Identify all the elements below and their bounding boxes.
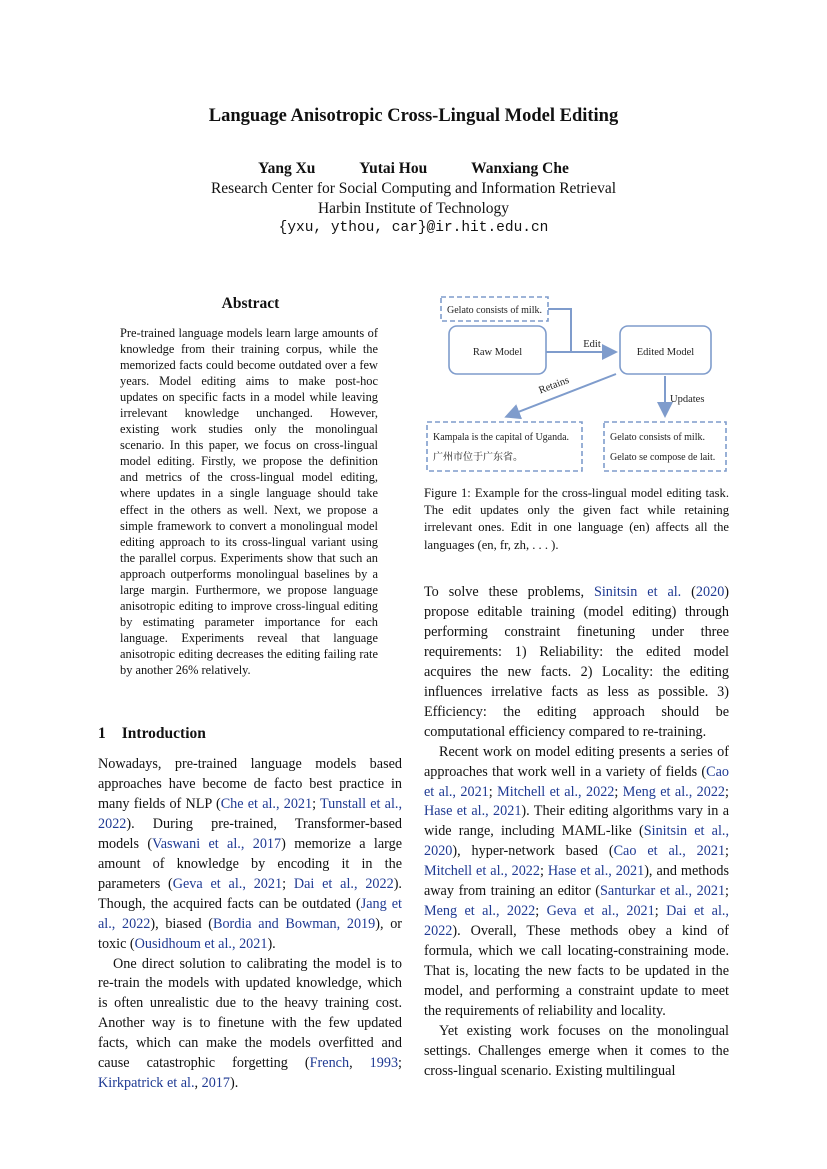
citation-link[interactable]: Mitchell et al., 2022 bbox=[497, 783, 615, 800]
citation-link[interactable]: Bordia and Bowman, 2019 bbox=[212, 915, 376, 932]
paragraph-text: ). bbox=[267, 935, 276, 952]
paragraph-text: ) propose editable training (model editing) through performing constraint finetuning under three requirements: 1) Reliability: the edited model acquires the new facts. 2) Locality: the editing influences irrelative facts as less as possible. 3) Efficiency: the editing approach should be computational efficiency compared to re-training. bbox=[424, 584, 730, 740]
citation-link[interactable]: Meng et al., 2022 bbox=[424, 903, 536, 920]
updated-fact-text: Gelato se compose de lait. bbox=[610, 452, 716, 463]
citation-link[interactable]: Kirkpatrick et al. bbox=[98, 1075, 195, 1092]
citation-link[interactable]: Cao et al., 2021 bbox=[613, 843, 726, 860]
paragraph-text: ). bbox=[229, 1075, 239, 1092]
author-list bbox=[0, 160, 827, 178]
citation-link[interactable]: Geva et al., 2021 bbox=[546, 903, 655, 920]
citation-link[interactable]: Meng et al., 2022 bbox=[622, 783, 726, 800]
updated-facts-box bbox=[604, 422, 726, 471]
paragraph-text: ; bbox=[535, 903, 547, 920]
paragraph-text: ), or toxic ( bbox=[98, 915, 403, 952]
citation-link[interactable]: Santurkar et al., 2021 bbox=[600, 883, 726, 900]
author-name: Wanxiang Che bbox=[471, 160, 569, 177]
paragraph-text: ; bbox=[725, 843, 729, 860]
citation-link[interactable]: Dai et al., 2022 bbox=[293, 875, 394, 892]
retained-facts-box bbox=[427, 422, 582, 471]
input-fact-text: Gelato consists of milk. bbox=[447, 305, 542, 316]
edited-model-label: Edited Model bbox=[636, 347, 695, 358]
paragraph-text: ), and methods away from training an editor ( bbox=[424, 863, 729, 900]
paragraph bbox=[424, 583, 729, 743]
paragraph-text: ; bbox=[614, 783, 623, 800]
citation-link[interactable]: 2017 bbox=[201, 1075, 230, 1092]
paragraph-text: ; bbox=[725, 883, 729, 900]
paragraph-text: ; bbox=[312, 795, 321, 812]
citation-link[interactable]: Sinitsin et al., 2020 bbox=[424, 823, 729, 860]
paper-title: Language Anisotropic Cross-Lingual Model Editing bbox=[208, 106, 619, 126]
paragraph-text: ). During pre-trained, Transformer-based models ( bbox=[98, 815, 402, 852]
section-number: 1 bbox=[98, 725, 106, 742]
figure-caption: Figure 1: Example for the cross-lingual model editing task. The edit updates only the given fact while retaining irrelevant ones. Edit in one language (en) affects all the languages (en, fr, zh, . . . ). bbox=[424, 486, 729, 552]
updates-label: Updates bbox=[670, 394, 705, 405]
paragraph-text: Nowadays, pre-trained language models based approaches have become de facto best practice in many fields of NLP ( bbox=[98, 756, 402, 812]
paragraph-text: ). Though, the acquired facts can be outdated ( bbox=[98, 875, 402, 912]
paragraph-text: Recent work on model editing presents a series of approaches that work well in a variety of fields ( bbox=[424, 743, 729, 780]
paragraph-text: ; bbox=[282, 875, 294, 892]
paragraph bbox=[98, 955, 402, 1095]
paragraph-text: ) memorize a large amount of knowledge by encoding it in the parameters ( bbox=[98, 835, 403, 892]
right-column-body bbox=[424, 583, 729, 1082]
author-name: Yang Xu bbox=[258, 160, 316, 177]
paragraph-text: ), biased ( bbox=[150, 915, 213, 932]
citation-link[interactable]: 1993 bbox=[369, 1055, 399, 1072]
author-name: Yutai Hou bbox=[359, 160, 428, 177]
citation-link[interactable]: 2020 bbox=[695, 584, 725, 600]
paragraph bbox=[424, 1022, 729, 1082]
paragraph bbox=[98, 755, 402, 955]
edit-label: Edit bbox=[583, 339, 601, 350]
abstract-text: Pre-trained language models learn large amounts of knowledge from their training corpus, while the memorized facts could become outdated over a few years. Model editing aims to make post-hoc updates on specific facts in a model while leaving irrelevant knowledge unchanged. However, existing work studies only the monolingual scenario. In this paper, we focus on cross-lingual model editing. Firstly, we propose the definition and metrics of the cross-lingual model editing, where updates in a single language should take effect in the others as well. Next, we propose a simple framework to convert a monolingual model editing approach to its cross-lingual variant using the parallel corpus. Experiments show that such an approach outperforms monolingual baselines by a large margin. Furthermore, we propose language anisotropic editing to improve cross-lingual editing by estimating parameter importance for each language. Experiments reveal that language anisotropic editing decreases the editing failing rate by another 26% relatively. bbox=[120, 326, 378, 677]
paragraph-text: ; bbox=[539, 863, 548, 880]
citation-link[interactable]: French bbox=[309, 1055, 350, 1072]
paragraph-text: ). Overall, These methods obey a kind of formula, which we call locating-constraining mode. That is, locating the new facts to be updated in the model, and performing a constraint update to meet the requirements of reliability and locality. bbox=[424, 923, 729, 1020]
author-emails: {yxu, ythou, car}@ir.hit.edu.cn bbox=[278, 220, 549, 236]
paragraph bbox=[424, 743, 729, 1022]
abstract-heading: Abstract bbox=[221, 295, 280, 312]
citation-link[interactable]: Hase et al., 2021 bbox=[424, 803, 522, 820]
edit-connector-line bbox=[548, 309, 571, 352]
updated-fact-text: Gelato consists of milk. bbox=[610, 432, 705, 443]
citation-link[interactable]: Hase et al., 2021 bbox=[547, 863, 645, 880]
affiliation-institute: Harbin Institute of Technology bbox=[317, 200, 510, 217]
paragraph-text: ). Their editing algorithms vary in a wide range, including MAML-like ( bbox=[424, 803, 729, 840]
arxiv-stamp-svg bbox=[18, 360, 58, 870]
paragraph-text: ; bbox=[488, 783, 498, 800]
paragraph-text: ( bbox=[681, 584, 696, 600]
retains-label: Retains bbox=[537, 374, 571, 397]
paragraph-text: ), hyper-network based ( bbox=[452, 843, 614, 860]
raw-model-label: Raw Model bbox=[472, 347, 523, 358]
affiliation-center: Research Center for Social Computing and Information Retrieval bbox=[210, 180, 617, 197]
retained-fact-text: Kampala is the capital of Uganda. bbox=[433, 432, 570, 443]
paragraph-text: ; bbox=[725, 783, 729, 800]
figure-diagram bbox=[424, 292, 730, 480]
citation-link[interactable]: Geva et al., 2021 bbox=[172, 875, 283, 892]
arxiv-identifier-stamp bbox=[18, 360, 58, 870]
figure-1 bbox=[424, 292, 730, 480]
paragraph-text: Yet existing work focuses on the monolingual settings. Challenges emerge when it comes to the cross-lingual scenario. Existing multilingual bbox=[424, 1022, 729, 1079]
citation-link[interactable]: Jang et al., 2022 bbox=[98, 895, 402, 932]
section-title: Introduction bbox=[121, 725, 206, 742]
citation-link[interactable]: Cao et al., 2021 bbox=[424, 763, 729, 800]
citation-link[interactable]: Tunstall et al., 2022 bbox=[98, 795, 402, 832]
paragraph-text: , bbox=[349, 1055, 370, 1072]
citation-link[interactable]: Che et al., 2021 bbox=[220, 795, 313, 812]
retained-fact-text: 广州市位于广东省。 bbox=[433, 452, 523, 463]
paragraph-text: ; bbox=[654, 903, 667, 920]
paragraph-text: To solve these problems, bbox=[424, 584, 594, 600]
section-heading-introduction bbox=[98, 725, 206, 743]
paragraph-text: ; bbox=[398, 1055, 402, 1072]
left-column-body bbox=[98, 755, 402, 1094]
paragraph-text: One direct solution to calibrating the model is to re-train the models with updated knowledge, which is often unrealistic due to the heavy training cost. Another way is to finetune with the few updated facts, which can make the models overfitted and cause catastrophic forgetting ( bbox=[98, 955, 402, 1072]
paragraph-text: , bbox=[194, 1075, 202, 1092]
citation-link[interactable]: Ousidhoum et al., 2021 bbox=[134, 935, 268, 952]
citation-link[interactable]: Dai et al., 2022 bbox=[424, 903, 729, 940]
citation-link[interactable]: Mitchell et al., 2022 bbox=[424, 863, 540, 880]
citation-link[interactable]: Sinitsin et al. bbox=[593, 584, 682, 600]
citation-link[interactable]: Vaswani et al., 2017 bbox=[152, 835, 282, 852]
